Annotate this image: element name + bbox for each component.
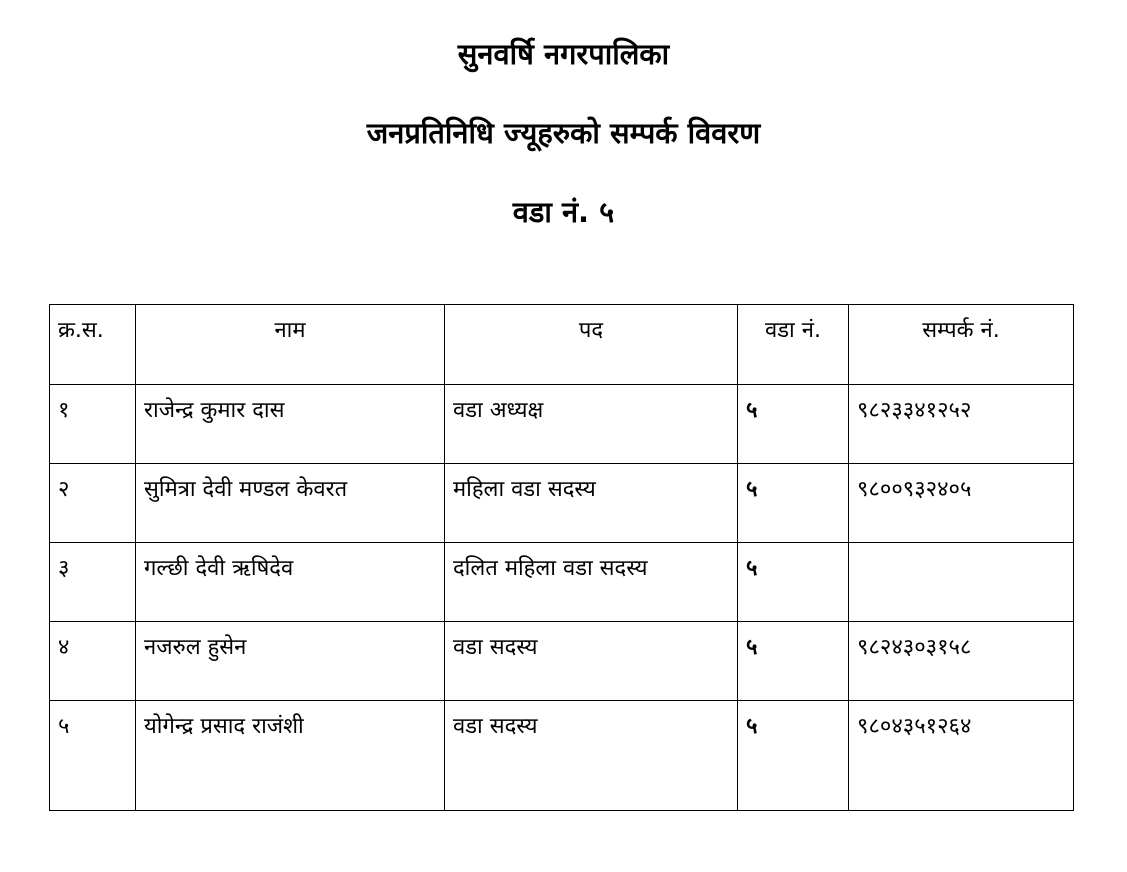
representatives-contact-table (49, 304, 1074, 811)
serial-cell: ५ (50, 701, 136, 811)
serial-cell: ३ (50, 543, 136, 622)
ward-cell: ५ (738, 464, 849, 543)
serial-cell: ४ (50, 622, 136, 701)
column-header-name: नाम (136, 305, 445, 385)
position-cell: वडा सदस्य (445, 701, 738, 811)
contact-cell: ९८२३३४१२५२ (849, 385, 1074, 464)
name-cell: सुमित्रा देवी मण्डल केवरत (136, 464, 445, 543)
municipality-title: सुनवर्षि नगरपालिका (457, 37, 670, 71)
ward-cell: ५ (738, 543, 849, 622)
contact-cell: ९८२४३०३१५८ (849, 622, 1074, 701)
name-cell: योगेन्द्र प्रसाद राजंशी (136, 701, 445, 811)
table-header-row (50, 305, 1074, 385)
table-row (50, 464, 1074, 543)
contact-cell (849, 543, 1074, 622)
column-header-position: पद (445, 305, 738, 385)
column-header-ward: वडा नं. (738, 305, 849, 385)
table-row (50, 701, 1074, 811)
ward-cell: ५ (738, 622, 849, 701)
name-cell: राजेन्द्र कुमार दास (136, 385, 445, 464)
table-row (50, 543, 1074, 622)
name-cell: नजरुल हुसेन (136, 622, 445, 701)
column-header-contact: सम्पर्क नं. (849, 305, 1074, 385)
contact-cell: ९८००९३२४०५ (849, 464, 1074, 543)
position-cell: दलित महिला वडा सदस्य (445, 543, 738, 622)
table-row (50, 385, 1074, 464)
name-cell: गल्छी देवी ऋषिदेव (136, 543, 445, 622)
serial-cell: १ (50, 385, 136, 464)
table-row (50, 622, 1074, 701)
contact-cell: ९८०४३५१२६४ (849, 701, 1074, 811)
ward-cell: ५ (738, 701, 849, 811)
serial-cell: २ (50, 464, 136, 543)
column-header-serial: क्र.स. (50, 305, 136, 385)
position-cell: वडा अध्यक्ष (445, 385, 738, 464)
position-cell: महिला वडा सदस्य (445, 464, 738, 543)
ward-cell: ५ (738, 385, 849, 464)
position-cell: वडा सदस्य (445, 622, 738, 701)
ward-heading: वडा नं. ५ (512, 195, 615, 229)
document-subtitle: जनप्रतिनिधि ज्यूहरुको सम्पर्क विवरण (366, 116, 761, 150)
